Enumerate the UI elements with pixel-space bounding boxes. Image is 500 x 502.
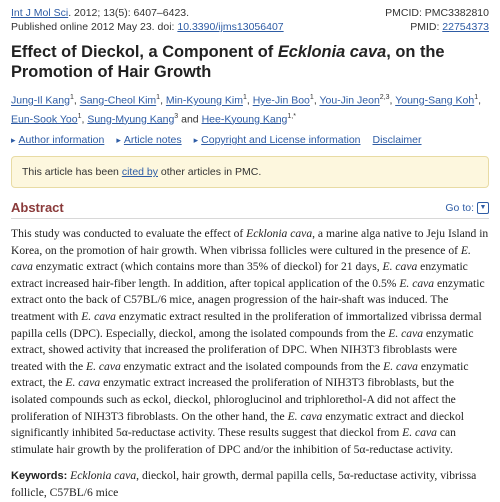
title-italic: Ecklonia cava: [277, 43, 387, 61]
article-meta-links: [11, 134, 489, 146]
expand-triangle-icon: ▸: [116, 135, 121, 145]
article-title: [11, 42, 489, 82]
citation-ids: [385, 6, 489, 34]
abstract-header: [11, 200, 489, 219]
author-affiliation: 1: [474, 94, 479, 101]
keywords-italic: Ecklonia cava: [70, 469, 137, 483]
pmcid-label: PMCID:: [385, 7, 425, 19]
author-affiliation: 1,*: [287, 112, 296, 120]
title-part-2: , on the Promotion of Hair Growth: [11, 43, 445, 81]
author-affiliation: 1: [309, 94, 314, 101]
author-affiliation: 1: [69, 94, 74, 101]
copyright-toggle[interactable]: [194, 134, 361, 146]
pmid-label: PMID:: [410, 21, 443, 33]
author-affiliation: 2,3: [379, 94, 390, 101]
cited-by-link[interactable]: cited by: [121, 166, 158, 178]
journal-link[interactable]: Int J Mol Sci: [11, 7, 69, 19]
author-affiliation: 1: [242, 94, 247, 101]
notice-text-before: This article has been: [22, 166, 122, 178]
pmid-link[interactable]: 22754373: [442, 21, 489, 33]
author-affiliation: 1: [156, 94, 161, 101]
author-link[interactable]: Young-Sang Koh: [395, 94, 475, 107]
author-link[interactable]: You-Jin Jeon: [319, 94, 380, 107]
author-link[interactable]: Min-Kyoung Kim: [165, 94, 243, 107]
author-link[interactable]: Sang-Cheol Kim: [79, 94, 157, 107]
copyright-link[interactable]: Copyright and License information: [201, 134, 361, 146]
expand-triangle-icon: ▸: [11, 135, 16, 145]
author-link[interactable]: Hee-Kyoung Kang: [201, 113, 288, 125]
keywords-label: Keywords:: [11, 470, 68, 483]
citation-left: [11, 6, 284, 34]
pmcid-value: PMC3382810: [424, 7, 489, 19]
published-date: Published online 2012 May 23. doi:: [11, 21, 178, 33]
goto-label[interactable]: Go to:: [445, 201, 474, 214]
chevron-down-icon[interactable]: ▼: [477, 202, 489, 214]
title-part-1: Effect of Dieckol, a Component of: [11, 43, 278, 61]
notice-text-after: other articles in PMC.: [158, 166, 262, 178]
doi-link[interactable]: 10.3390/ijms13056407: [177, 21, 284, 33]
author-affiliation: 1: [77, 112, 82, 120]
keywords-list: , dieckol, hair growth, dermal papilla cells, 5α-reductase activity, vibrissa follicle, C57BL/6 mice: [11, 469, 477, 499]
author-link[interactable]: Jung-Il Kang: [11, 94, 70, 107]
keywords: [11, 468, 489, 501]
citation-header: [11, 6, 489, 34]
abstract-text: This study was conducted to evaluate the effect of Ecklonia cava, a marine alga native to Jeju Island in Korea, on the promotion of hair growth. When vibrissa follicles were cultured in the presence of E. cava enzymatic extract (which contains more than 35% of dieckol) for 21 days, E. cava enzymatic extract increased hair-fiber length. In addition, after topical application of the 0.5% E. cava enzymatic extract onto the back of C57BL/6 mice, anagen progression of the hair-shaft was induced. The treatment with E. cava enzymatic extract resulted in the proliferation of immortalized vibrissa dermal papilla cells (DPC). Especially, dieckol, among the isolated compounds from the E. cava enzymatic extract, showed activity that increased the proliferation of DPC. When NIH3T3 fibroblasts were treated with the E. cava enzymatic extract and the isolated compounds from the E. cava enzymatic extract, the E. cava enzymatic extract increased the proliferation of NIH3T3 fibroblasts, but the isolated compounds such as eckol, dieckol, phloroglucinol and triphlorethol-A did not affect the proliferation of NIH3T3 fibroblasts. On the other hand, the E. cava enzymatic extract and dieckol significantly inhibited 5α-reductase activity. These results suggest that dieckol from E. cava can stimulate hair growth by the proliferation of DPC and/or the inhibition of 5α-reductase activity.: [11, 227, 489, 456]
article-notes-toggle[interactable]: [116, 134, 181, 146]
author-info-link[interactable]: Author information: [18, 134, 105, 146]
author-link[interactable]: Eun-Sook Yoo: [11, 113, 78, 125]
goto-menu[interactable]: [445, 202, 489, 214]
disclaimer-link[interactable]: Disclaimer: [372, 134, 422, 146]
author-info-toggle[interactable]: [11, 134, 104, 146]
cited-by-notice: [11, 156, 489, 188]
article-notes-link[interactable]: Article notes: [123, 134, 182, 146]
author-affiliation: 3: [174, 112, 179, 120]
expand-triangle-icon: ▸: [193, 135, 199, 145]
author-list: Jung-Il Kang$^1$, Sang-Cheol Kim$^1$, Min-Kyoung Kim$^1$, Hye-Jin Boo$^1$, You-Jin Jeon$^{2,3}$, Young-Sang Koh$^1$, Eun-Sook Yoo$^1$, Sung-Myung Kang$^3$ and Hee-Kyoung Kang$^{1,*}$: [11, 94, 482, 125]
abstract-heading: Abstract: [11, 200, 64, 215]
author-link[interactable]: Sung-Myung Kang: [87, 113, 175, 125]
volume-info: . 2012; 13(5): 6407–6423.: [68, 7, 190, 19]
author-link[interactable]: Hye-Jin Boo: [252, 94, 310, 107]
